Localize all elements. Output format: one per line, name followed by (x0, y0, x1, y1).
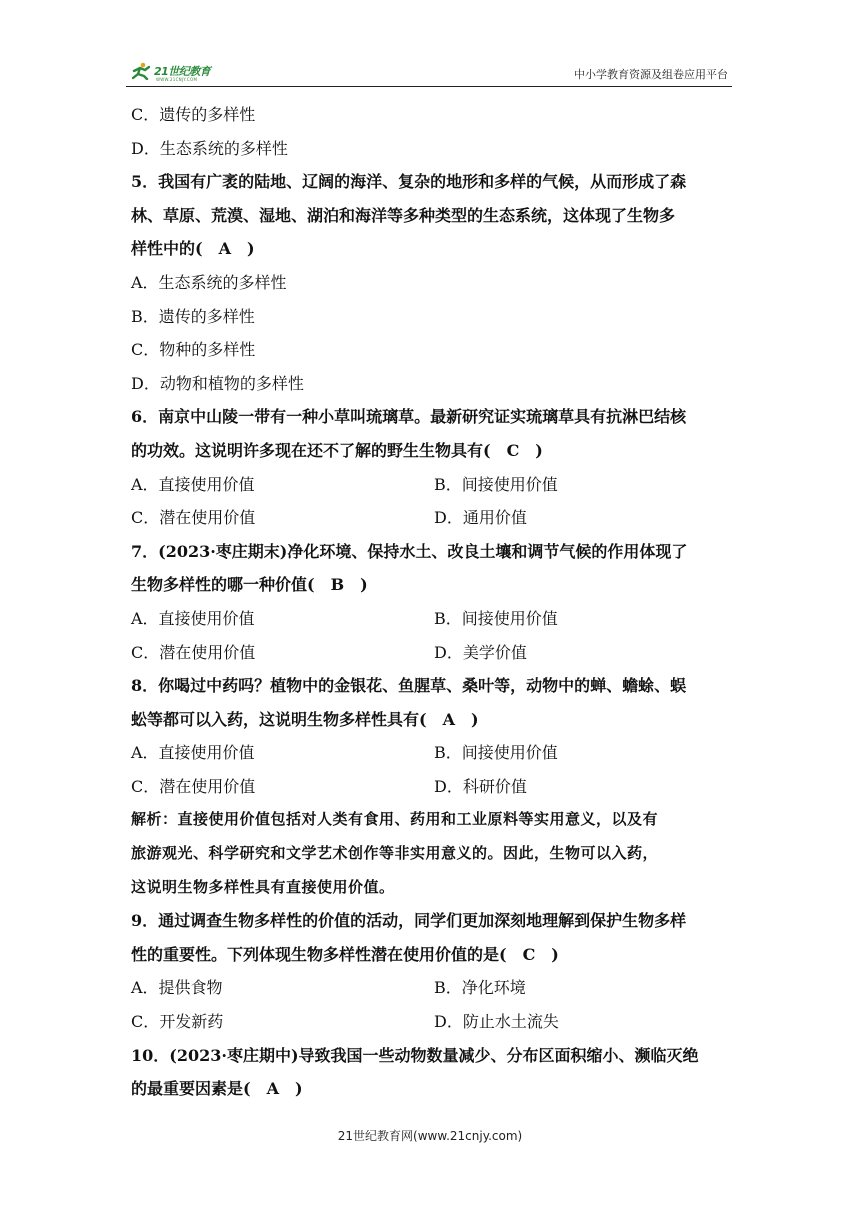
question-6-line: 的功效。这说明许多现在还不了解的野生生物具有( C ) (131, 440, 543, 460)
analysis-line: 这说明生物多样性具有直接使用价值。 (131, 877, 395, 896)
runner-logo-icon (130, 62, 152, 80)
option-c: C．潜在使用价值 (131, 776, 256, 796)
option-a: A．提供食物 (131, 978, 223, 998)
option-d: D．通用价值 (434, 508, 527, 528)
page-footer: 21世纪教育网(www.21cnjy.com) (337, 1129, 523, 1143)
option-row (131, 736, 735, 770)
question-7-line: 7．(2023·枣庄期末)净化环境、保持水土、改良土壤和调节气候的作用体现了 (131, 541, 688, 561)
logo-subtext: WWW.21CNJY.COM (156, 77, 198, 82)
option-c: C．潜在使用价值 (131, 642, 256, 662)
option-a: A．直接使用价值 (131, 743, 255, 763)
option-row (131, 971, 735, 1005)
analysis-line: 旅游观光、科学研究和文学艺术创作等非实用意义的。因此，生物可以入药， (131, 844, 659, 863)
option-row (131, 770, 735, 804)
question-8-line: 蚣等都可以入药，这说明生物多样性具有( A ) (131, 709, 479, 729)
question-9-line: 性的重要性。下列体现生物多样性潜在使用价值的是( C ) (131, 944, 559, 964)
option-c: C．潜在使用价值 (131, 508, 256, 528)
question-9-line: 9．通过调查生物多样性的价值的活动，同学们更加深刻地理解到保护生物多样 (131, 911, 687, 931)
document-body (131, 98, 735, 1106)
option-b: B．间接使用价值 (434, 608, 558, 628)
option-a: A．直接使用价值 (131, 608, 255, 628)
option-line: D．动物和植物的多样性 (131, 373, 304, 393)
option-b: B．间接使用价值 (434, 474, 558, 494)
header-tagline: 中小学教育资源及组卷应用平台 (574, 68, 728, 81)
logo-text: 21世纪教育 (154, 65, 211, 78)
question-5-line: 林、草原、荒漠、湿地、湖泊和海洋等多种类型的生态系统，这体现了生物多 (131, 205, 676, 225)
logo (130, 60, 210, 82)
option-b: B．净化环境 (434, 978, 526, 998)
option-c: C．开发新药 (131, 1012, 224, 1032)
option-d: D．科研价值 (434, 776, 527, 796)
option-d: D．美学价值 (434, 642, 527, 662)
option-row (131, 501, 735, 535)
option-row (131, 602, 735, 636)
option-d: D．防止水土流失 (434, 1012, 559, 1032)
option-row (131, 1005, 735, 1039)
option-line: B．遗传的多样性 (131, 306, 255, 326)
option-row (131, 468, 735, 502)
question-10-line: 10．(2023·枣庄期中)导致我国一些动物数量减少、分布区面积缩小、濒临灭绝 (131, 1045, 699, 1065)
question-6-line: 6．南京中山陵一带有一种小草叫琉璃草。最新研究证实琉璃草具有抗淋巴结核 (131, 407, 687, 427)
question-10-line: 的最重要因素是( A ) (131, 1079, 303, 1099)
option-b: B．间接使用价值 (434, 743, 558, 763)
question-7-line: 生物多样性的哪一种价值( B ) (131, 575, 368, 595)
page-header (126, 56, 732, 87)
question-5-line: 5．我国有广袤的陆地、辽阔的海洋、复杂的地形和多样的气候，从而形成了森 (131, 172, 687, 192)
option-a: A．直接使用价值 (131, 474, 255, 494)
option-line: D．生态系统的多样性 (131, 138, 288, 158)
question-5-line: 样性中的( A ) (131, 239, 255, 259)
option-line: C．遗传的多样性 (131, 105, 256, 124)
option-row (131, 636, 735, 670)
option-line: A．生态系统的多样性 (131, 272, 287, 292)
question-8-line: 8．你喝过中药吗？植物中的金银花、鱼腥草、桑叶等，动物中的蝉、蟾蜍、蜈 (131, 676, 687, 696)
option-line: C．物种的多样性 (131, 340, 256, 360)
analysis-line: 解析：直接使用价值包括对人类有食用、药用和工业原料等实用意义，以及有 (131, 810, 659, 829)
